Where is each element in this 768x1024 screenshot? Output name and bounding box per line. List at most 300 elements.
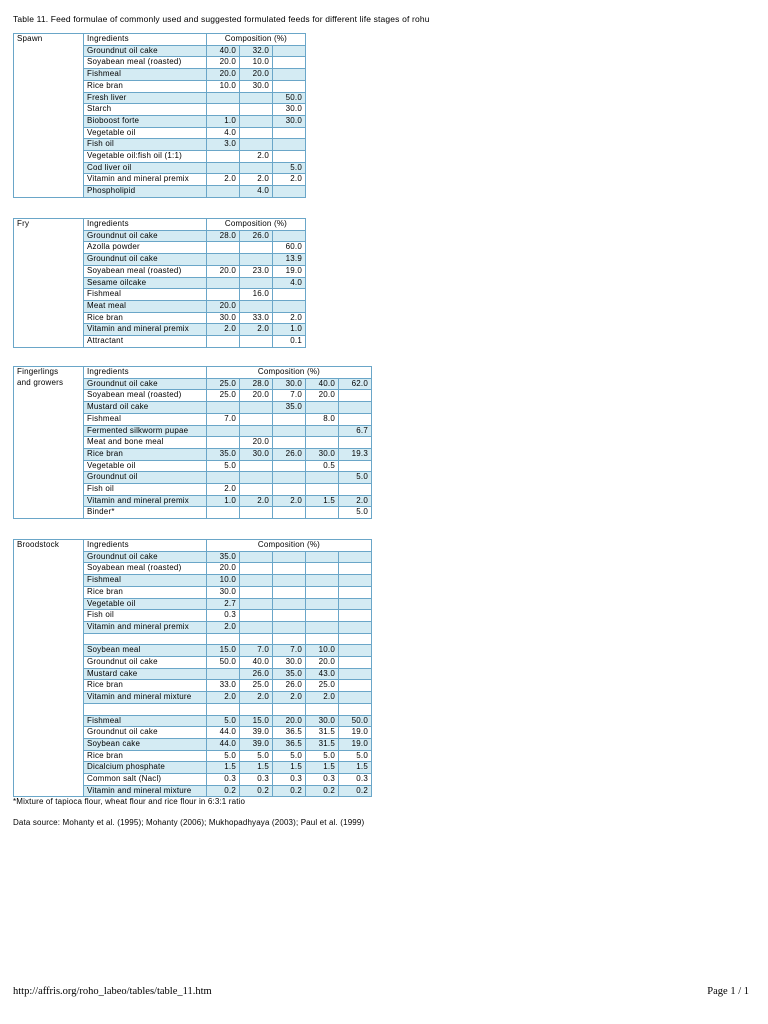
composition-value (207, 402, 240, 414)
composition-value (273, 575, 306, 587)
composition-value (207, 472, 240, 484)
composition-value (240, 254, 273, 266)
ingredient-name: Sesame oilcake (84, 277, 207, 289)
composition-value: 26.0 (273, 680, 306, 692)
composition-value (273, 230, 306, 242)
composition-value: 19.0 (273, 265, 306, 277)
ingredient-name: Rice bran (84, 80, 207, 92)
stage-label-line: and growers (17, 377, 64, 387)
composition-value: 20.0 (240, 437, 273, 449)
composition-value: 6.7 (339, 425, 372, 437)
composition-value (273, 69, 306, 81)
composition-value: 50.0 (273, 92, 306, 104)
ingredient-name: Meat meal (84, 300, 207, 312)
stage-label (14, 367, 84, 519)
composition-value: 2.0 (273, 174, 306, 186)
composition-value: 2.0 (306, 692, 339, 704)
composition-value: 5.0 (339, 507, 372, 519)
composition-value: 5.0 (306, 750, 339, 762)
composition-value (273, 586, 306, 598)
composition-value (339, 645, 372, 657)
composition-value: 2.0 (240, 174, 273, 186)
ingredient-name: Attractant (84, 336, 207, 348)
composition-value: 20.0 (207, 265, 240, 277)
composition-value: 5.0 (339, 750, 372, 762)
composition-value: 35.0 (273, 402, 306, 414)
composition-value (273, 563, 306, 575)
composition-value: 20.0 (273, 715, 306, 727)
composition-value: 7.0 (273, 390, 306, 402)
ingredient-name: Rice bran (84, 586, 207, 598)
composition-value (273, 472, 306, 484)
composition-value: 20.0 (240, 69, 273, 81)
ingredient-name: Vegetable oil (84, 598, 207, 610)
composition-value (339, 390, 372, 402)
ingredient-name: Vitamin and mineral premix (84, 174, 207, 186)
ingredient-name: Groundnut oil cake (84, 657, 207, 669)
composition-value (207, 437, 240, 449)
composition-value (339, 575, 372, 587)
composition-value: 30.0 (240, 448, 273, 460)
composition-value (240, 460, 273, 472)
ingredient-name: Azolla powder (84, 242, 207, 254)
composition-value: 1.5 (306, 495, 339, 507)
stage-label (14, 540, 84, 797)
ingredient-name: Binder* (84, 507, 207, 519)
composition-value: 5.0 (207, 715, 240, 727)
composition-value: 5.0 (207, 460, 240, 472)
composition-value (207, 289, 240, 301)
composition-value: 19.0 (339, 727, 372, 739)
ingredient-name: Rice bran (84, 750, 207, 762)
composition-value (240, 162, 273, 174)
ingredient-name: Vitamin and mineral mixture (84, 785, 207, 797)
composition-value: 10.0 (240, 57, 273, 69)
composition-value: 26.0 (273, 448, 306, 460)
composition-value: 30.0 (306, 715, 339, 727)
binder-footnote: *Mixture of tapioca flour, wheat flour and rice flour in 6:3:1 ratio (13, 797, 246, 806)
composition-value (273, 621, 306, 633)
composition-value (207, 703, 240, 715)
composition-value: 0.2 (339, 785, 372, 797)
composition-value (339, 657, 372, 669)
composition-value (240, 610, 273, 622)
composition-value: 0.2 (306, 785, 339, 797)
composition-value: 4.0 (273, 277, 306, 289)
broodstock-table (13, 539, 372, 797)
composition-value (273, 80, 306, 92)
composition-value (240, 598, 273, 610)
composition-value: 44.0 (207, 738, 240, 750)
composition-value (240, 484, 273, 496)
composition-value: 40.0 (306, 378, 339, 390)
composition-value (273, 57, 306, 69)
ingredient-name: Phospholipid (84, 186, 207, 198)
composition-value: 16.0 (240, 289, 273, 301)
composition-value (240, 633, 273, 645)
composition-value (240, 621, 273, 633)
composition-value: 20.0 (207, 57, 240, 69)
composition-value (339, 402, 372, 414)
composition-value: 5.0 (273, 162, 306, 174)
composition-value: 39.0 (240, 727, 273, 739)
composition-value: 0.2 (273, 785, 306, 797)
table-caption: Table 11. Feed formulae of commonly used and suggested formulated feeds for different life stages of rohu (13, 14, 430, 24)
ingredient-name: Starch (84, 104, 207, 116)
composition-value: 33.0 (207, 680, 240, 692)
composition-value: 33.0 (240, 312, 273, 324)
composition-value (306, 425, 339, 437)
composition-value: 0.3 (339, 774, 372, 786)
composition-value: 1.0 (273, 324, 306, 336)
ingredients-header: Ingredients (84, 34, 207, 46)
ingredients-header: Ingredients (84, 367, 207, 379)
composition-value (207, 336, 240, 348)
composition-value: 35.0 (207, 448, 240, 460)
composition-value (240, 92, 273, 104)
ingredient-name: Soyabean meal (roasted) (84, 265, 207, 277)
composition-value (306, 472, 339, 484)
composition-value: 20.0 (207, 300, 240, 312)
ingredient-name: Fermented silkworm pupae (84, 425, 207, 437)
stage-label-line: Broodstock (17, 540, 60, 549)
composition-value: 1.5 (339, 762, 372, 774)
composition-value: 60.0 (273, 242, 306, 254)
composition-value (273, 633, 306, 645)
composition-value: 3.0 (207, 139, 240, 151)
composition-value (240, 703, 273, 715)
ingredient-name: Vitamin and mineral premix (84, 495, 207, 507)
composition-value (207, 162, 240, 174)
ingredient-name: Groundnut oil cake (84, 254, 207, 266)
ingredient-name: Groundnut oil cake (84, 45, 207, 57)
composition-value (339, 703, 372, 715)
composition-value: 1.5 (240, 762, 273, 774)
composition-value (306, 586, 339, 598)
composition-value (207, 633, 240, 645)
ingredient-name (84, 633, 207, 645)
ingredient-name: Meat and bone meal (84, 437, 207, 449)
composition-value (339, 598, 372, 610)
composition-value (240, 336, 273, 348)
ingredient-name: Fish oil (84, 610, 207, 622)
composition-value (240, 425, 273, 437)
composition-value (339, 586, 372, 598)
composition-value: 5.0 (240, 750, 273, 762)
composition-value (306, 575, 339, 587)
ingredient-name: Groundnut oil cake (84, 230, 207, 242)
composition-value (339, 551, 372, 563)
ingredient-name: Common salt (Nacl) (84, 774, 207, 786)
composition-header: Composition (%) (207, 540, 372, 552)
composition-value (273, 45, 306, 57)
composition-value (306, 484, 339, 496)
composition-value: 7.0 (207, 413, 240, 425)
composition-value: 39.0 (240, 738, 273, 750)
composition-value: 31.5 (306, 738, 339, 750)
ingredient-name: Soybean cake (84, 738, 207, 750)
composition-value (339, 610, 372, 622)
composition-value: 20.0 (207, 563, 240, 575)
ingredient-name: Vitamin and mineral premix (84, 324, 207, 336)
composition-value: 7.0 (273, 645, 306, 657)
composition-value: 10.0 (207, 80, 240, 92)
stage-label-line: Spawn (17, 34, 43, 43)
composition-value (207, 242, 240, 254)
composition-value: 2.0 (240, 692, 273, 704)
composition-value: 28.0 (207, 230, 240, 242)
composition-value: 35.0 (273, 668, 306, 680)
composition-value: 10.0 (306, 645, 339, 657)
composition-value (240, 575, 273, 587)
ingredient-name: Rice bran (84, 680, 207, 692)
composition-value (273, 437, 306, 449)
ingredient-name: Fresh liver (84, 92, 207, 104)
composition-value (339, 460, 372, 472)
ingredients-header: Ingredients (84, 540, 207, 552)
ingredient-name (84, 703, 207, 715)
composition-value: 19.0 (339, 738, 372, 750)
composition-value (273, 460, 306, 472)
stage-label (14, 34, 84, 198)
composition-value (240, 563, 273, 575)
composition-value: 1.5 (207, 762, 240, 774)
composition-value: 20.0 (306, 657, 339, 669)
composition-value (207, 507, 240, 519)
composition-value: 0.1 (273, 336, 306, 348)
ingredient-name: Fishmeal (84, 413, 207, 425)
composition-value: 40.0 (240, 657, 273, 669)
composition-value (273, 139, 306, 151)
composition-header: Composition (%) (207, 34, 306, 46)
composition-value: 8.0 (306, 413, 339, 425)
composition-value: 31.5 (306, 727, 339, 739)
composition-value (207, 668, 240, 680)
composition-value (273, 610, 306, 622)
composition-value: 2.0 (240, 495, 273, 507)
composition-value (273, 703, 306, 715)
composition-value: 15.0 (207, 645, 240, 657)
ingredient-name: Vegetable oil:fish oil (1:1) (84, 151, 207, 163)
composition-value (207, 277, 240, 289)
composition-value: 1.0 (207, 495, 240, 507)
composition-value: 2.0 (207, 621, 240, 633)
composition-value (339, 692, 372, 704)
composition-value (240, 104, 273, 116)
composition-value: 15.0 (240, 715, 273, 727)
composition-value (306, 437, 339, 449)
composition-value (273, 151, 306, 163)
ingredient-name: Fish oil (84, 139, 207, 151)
composition-value: 30.0 (273, 378, 306, 390)
ingredient-name: Rice bran (84, 312, 207, 324)
composition-value (339, 563, 372, 575)
composition-value: 2.0 (207, 324, 240, 336)
ingredient-name: Mustard cake (84, 668, 207, 680)
ingredient-name: Soyabean meal (roasted) (84, 563, 207, 575)
composition-value (273, 289, 306, 301)
composition-value (207, 254, 240, 266)
fingerlings-growers-table (13, 366, 372, 519)
ingredient-name: Fish oil (84, 484, 207, 496)
composition-value: 25.0 (207, 390, 240, 402)
composition-value: 30.0 (306, 448, 339, 460)
composition-value: 0.2 (207, 785, 240, 797)
composition-value: 7.0 (240, 645, 273, 657)
composition-value (339, 484, 372, 496)
composition-value (240, 127, 273, 139)
composition-value: 30.0 (273, 104, 306, 116)
composition-value (273, 425, 306, 437)
ingredient-name: Groundnut oil cake (84, 378, 207, 390)
composition-value: 2.0 (207, 174, 240, 186)
composition-value: 2.7 (207, 598, 240, 610)
composition-value: 0.3 (306, 774, 339, 786)
composition-value: 20.0 (240, 390, 273, 402)
footer-url[interactable]: http://affris.org/roho_labeo/tables/table_11.htm (13, 986, 212, 997)
composition-value (306, 703, 339, 715)
composition-value (339, 437, 372, 449)
composition-value: 4.0 (207, 127, 240, 139)
composition-value: 5.0 (339, 472, 372, 484)
composition-value: 1.5 (306, 762, 339, 774)
composition-value (273, 551, 306, 563)
composition-value: 30.0 (240, 80, 273, 92)
composition-value (240, 472, 273, 484)
composition-value: 0.5 (306, 460, 339, 472)
composition-value: 2.0 (240, 324, 273, 336)
composition-value (240, 551, 273, 563)
composition-value: 25.0 (240, 680, 273, 692)
composition-value (339, 413, 372, 425)
composition-value: 62.0 (339, 378, 372, 390)
composition-value (273, 484, 306, 496)
composition-value (240, 139, 273, 151)
ingredient-name: Fishmeal (84, 575, 207, 587)
composition-value: 23.0 (240, 265, 273, 277)
composition-value: 2.0 (273, 312, 306, 324)
composition-value: 25.0 (207, 378, 240, 390)
composition-value (339, 680, 372, 692)
composition-value: 2.0 (273, 692, 306, 704)
composition-header: Composition (%) (207, 367, 372, 379)
composition-value: 30.0 (273, 115, 306, 127)
composition-value (240, 507, 273, 519)
composition-value: 1.5 (273, 762, 306, 774)
ingredient-name: Vitamin and mineral premix (84, 621, 207, 633)
composition-value (273, 413, 306, 425)
composition-value (273, 127, 306, 139)
composition-value (273, 598, 306, 610)
ingredient-name: Vitamin and mineral mixture (84, 692, 207, 704)
composition-value: 2.0 (273, 495, 306, 507)
composition-value (240, 586, 273, 598)
composition-value: 28.0 (240, 378, 273, 390)
composition-value (306, 621, 339, 633)
composition-value: 0.3 (207, 610, 240, 622)
composition-value (207, 104, 240, 116)
ingredient-name: Fishmeal (84, 715, 207, 727)
composition-header: Composition (%) (207, 219, 306, 231)
composition-value: 0.3 (273, 774, 306, 786)
composition-value (339, 633, 372, 645)
composition-value: 20.0 (306, 390, 339, 402)
composition-value: 32.0 (240, 45, 273, 57)
ingredient-name: Fishmeal (84, 69, 207, 81)
ingredient-name: Groundnut oil (84, 472, 207, 484)
ingredient-name: Groundnut oil cake (84, 727, 207, 739)
composition-value: 13.9 (273, 254, 306, 266)
composition-value: 50.0 (339, 715, 372, 727)
ingredient-name: Fishmeal (84, 289, 207, 301)
ingredient-name: Soybean meal (84, 645, 207, 657)
composition-value: 0.2 (240, 785, 273, 797)
composition-value: 26.0 (240, 230, 273, 242)
composition-value (273, 300, 306, 312)
composition-value: 36.5 (273, 738, 306, 750)
composition-value: 50.0 (207, 657, 240, 669)
composition-value: 2.0 (207, 484, 240, 496)
ingredients-header: Ingredients (84, 219, 207, 231)
composition-value: 25.0 (306, 680, 339, 692)
composition-value: 2.0 (207, 692, 240, 704)
composition-value: 5.0 (273, 750, 306, 762)
composition-value: 0.3 (240, 774, 273, 786)
composition-value: 4.0 (240, 186, 273, 198)
composition-value (240, 115, 273, 127)
stage-label-line: Fingerlings (17, 367, 59, 376)
ingredient-name: Soyabean meal (roasted) (84, 57, 207, 69)
composition-value: 20.0 (207, 69, 240, 81)
composition-value: 36.5 (273, 727, 306, 739)
footer-page-number: Page 1 / 1 (707, 986, 749, 997)
ingredient-name: Mustard oil cake (84, 402, 207, 414)
composition-value (306, 610, 339, 622)
composition-value: 30.0 (207, 312, 240, 324)
stage-label-line: Fry (17, 219, 30, 228)
composition-value (306, 507, 339, 519)
ingredient-name: Bioboost forte (84, 115, 207, 127)
composition-value (240, 277, 273, 289)
ingredient-name: Vegetable oil (84, 460, 207, 472)
composition-value (306, 551, 339, 563)
composition-value: 10.0 (207, 575, 240, 587)
ingredient-name: Vegetable oil (84, 127, 207, 139)
composition-value: 2.0 (339, 495, 372, 507)
composition-value: 1.0 (207, 115, 240, 127)
ingredient-name: Soyabean meal (roasted) (84, 390, 207, 402)
composition-value: 2.0 (240, 151, 273, 163)
composition-value (207, 186, 240, 198)
composition-value: 40.0 (207, 45, 240, 57)
composition-value (339, 621, 372, 633)
composition-value: 35.0 (207, 551, 240, 563)
composition-value (273, 186, 306, 198)
composition-value: 0.3 (207, 774, 240, 786)
composition-value: 19.3 (339, 448, 372, 460)
ingredient-name: Dicalcium phosphate (84, 762, 207, 774)
fry-table (13, 218, 306, 348)
composition-value (306, 633, 339, 645)
composition-value (339, 668, 372, 680)
composition-value (306, 598, 339, 610)
composition-value (240, 242, 273, 254)
ingredient-name: Cod liver oil (84, 162, 207, 174)
composition-value (240, 413, 273, 425)
ingredient-name: Groundnut oil cake (84, 551, 207, 563)
composition-value: 44.0 (207, 727, 240, 739)
composition-value (207, 425, 240, 437)
